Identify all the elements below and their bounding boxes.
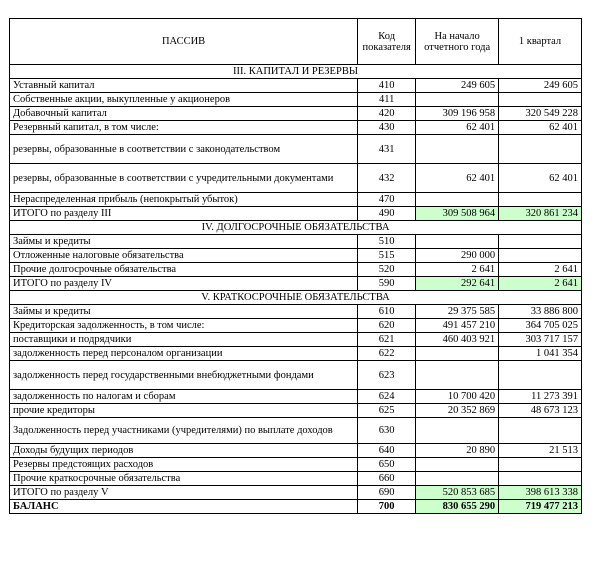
value-q1: 48 673 123	[499, 404, 582, 418]
value-start-of-year: 20 890	[416, 444, 499, 458]
value-q1	[499, 135, 582, 164]
value-start-of-year: 62 401	[416, 164, 499, 193]
row-code: 650	[358, 458, 416, 472]
value-q1	[499, 193, 582, 207]
row-label: Добавочный капитал	[10, 107, 358, 121]
value-start-of-year	[416, 361, 499, 390]
row-label: Отложенные налоговые обязательства	[10, 249, 358, 263]
value-start-of-year	[416, 458, 499, 472]
table-row	[10, 93, 582, 107]
table-row	[10, 404, 582, 418]
value-q1: 11 273 391	[499, 390, 582, 404]
value-q1: 398 613 338	[499, 486, 582, 500]
row-label: Собственные акции, выкупленные у акционеров	[10, 93, 358, 107]
value-start-of-year: 309 508 964	[416, 207, 499, 221]
value-q1: 62 401	[499, 164, 582, 193]
value-q1: 62 401	[499, 121, 582, 135]
row-code: 660	[358, 472, 416, 486]
value-start-of-year: 520 853 685	[416, 486, 499, 500]
value-q1	[499, 418, 582, 444]
row-code: 621	[358, 333, 416, 347]
balance-liabilities-table	[9, 18, 582, 514]
row-code: 625	[358, 404, 416, 418]
row-code: 420	[358, 107, 416, 121]
table-row	[10, 347, 582, 361]
row-code: 430	[358, 121, 416, 135]
row-label: Прочие долгосрочные обязательства	[10, 263, 358, 277]
row-code: 700	[358, 500, 416, 514]
table-body	[10, 65, 582, 514]
header-code: Код показателя	[358, 19, 416, 65]
table-row	[10, 79, 582, 93]
header-start-of-year: На начало отчетного года	[416, 19, 499, 65]
table-row	[10, 458, 582, 472]
row-label: Доходы будущих периодов	[10, 444, 358, 458]
value-start-of-year: 249 605	[416, 79, 499, 93]
value-start-of-year	[416, 418, 499, 444]
table-row	[10, 418, 582, 444]
value-start-of-year: 290 000	[416, 249, 499, 263]
row-label: Резервный капитал, в том числе:	[10, 121, 358, 135]
table-row	[10, 486, 582, 500]
value-q1: 2 641	[499, 263, 582, 277]
row-label: БАЛАНС	[10, 500, 358, 514]
row-label: Займы и кредиты	[10, 235, 358, 249]
row-label: задолженность перед государственными внебюджетными фондами	[10, 361, 358, 390]
value-q1	[499, 472, 582, 486]
header-liabilities: ПАССИВ	[10, 19, 358, 65]
section-title: IV. ДОЛГОСРОЧНЫЕ ОБЯЗАТЕЛЬСТВА	[10, 221, 582, 235]
value-q1	[499, 235, 582, 249]
value-q1: 719 477 213	[499, 500, 582, 514]
row-code: 690	[358, 486, 416, 500]
table-row	[10, 444, 582, 458]
table-row	[10, 390, 582, 404]
value-q1	[499, 93, 582, 107]
value-q1: 1 041 354	[499, 347, 582, 361]
value-start-of-year: 309 196 958	[416, 107, 499, 121]
value-q1: 2 641	[499, 277, 582, 291]
value-start-of-year: 491 457 210	[416, 319, 499, 333]
value-q1: 21 513	[499, 444, 582, 458]
table-row	[10, 305, 582, 319]
value-q1	[499, 249, 582, 263]
row-label: резервы, образованные в соответствии с законодательством	[10, 135, 358, 164]
row-label: резервы, образованные в соответствии с учредительными документами	[10, 164, 358, 193]
value-start-of-year: 292 641	[416, 277, 499, 291]
table-row	[10, 263, 582, 277]
value-q1	[499, 361, 582, 390]
row-code: 411	[358, 93, 416, 107]
section-header-row	[10, 291, 582, 305]
row-label: Нераспределенная прибыль (непокрытый убыток)	[10, 193, 358, 207]
table-row	[10, 361, 582, 390]
value-q1: 33 886 800	[499, 305, 582, 319]
row-label: Прочие краткосрочные обязательства	[10, 472, 358, 486]
row-label: Кредиторская задолженность, в том числе:	[10, 319, 358, 333]
row-code: 630	[358, 418, 416, 444]
section-header-row	[10, 221, 582, 235]
table-row	[10, 333, 582, 347]
table-row	[10, 121, 582, 135]
row-code: 610	[358, 305, 416, 319]
value-start-of-year: 10 700 420	[416, 390, 499, 404]
row-code: 620	[358, 319, 416, 333]
row-code: 515	[358, 249, 416, 263]
table-row	[10, 249, 582, 263]
section-header-row	[10, 65, 582, 79]
row-label: ИТОГО по разделу IV	[10, 277, 358, 291]
row-code: 622	[358, 347, 416, 361]
value-start-of-year	[416, 93, 499, 107]
value-start-of-year: 20 352 869	[416, 404, 499, 418]
value-start-of-year: 62 401	[416, 121, 499, 135]
row-label: задолженность по налогам и сборам	[10, 390, 358, 404]
row-label: Займы и кредиты	[10, 305, 358, 319]
value-q1: 249 605	[499, 79, 582, 93]
row-code: 431	[358, 135, 416, 164]
value-start-of-year: 2 641	[416, 263, 499, 277]
table-row	[10, 235, 582, 249]
row-label: задолженность перед персоналом организации	[10, 347, 358, 361]
row-code: 640	[358, 444, 416, 458]
table-row	[10, 472, 582, 486]
row-code: 490	[358, 207, 416, 221]
row-code: 623	[358, 361, 416, 390]
value-start-of-year	[416, 193, 499, 207]
table-row	[10, 107, 582, 121]
table-row	[10, 319, 582, 333]
value-start-of-year: 830 655 290	[416, 500, 499, 514]
row-label: Задолженность перед участниками (учредителями) по выплате доходов	[10, 418, 358, 444]
row-label: поставщики и подрядчики	[10, 333, 358, 347]
value-start-of-year	[416, 472, 499, 486]
row-code: 410	[358, 79, 416, 93]
table-row	[10, 135, 582, 164]
row-label: прочие кредиторы	[10, 404, 358, 418]
value-start-of-year: 29 375 585	[416, 305, 499, 319]
value-q1: 303 717 157	[499, 333, 582, 347]
row-code: 432	[358, 164, 416, 193]
row-code: 624	[358, 390, 416, 404]
table-row	[10, 500, 582, 514]
row-code: 510	[358, 235, 416, 249]
section-title: V. КРАТКОСРОЧНЫЕ ОБЯЗАТЕЛЬСТВА	[10, 291, 582, 305]
value-q1: 320 549 228	[499, 107, 582, 121]
value-start-of-year: 460 403 921	[416, 333, 499, 347]
row-label: Уставный капитал	[10, 79, 358, 93]
row-label: Резервы предстоящих расходов	[10, 458, 358, 472]
value-start-of-year	[416, 135, 499, 164]
table-row	[10, 193, 582, 207]
row-code: 590	[358, 277, 416, 291]
value-q1	[499, 458, 582, 472]
section-title: III. КАПИТАЛ И РЕЗЕРВЫ	[10, 65, 582, 79]
row-label: ИТОГО по разделу V	[10, 486, 358, 500]
table-row	[10, 277, 582, 291]
row-code: 470	[358, 193, 416, 207]
row-label: ИТОГО по разделу III	[10, 207, 358, 221]
table-row	[10, 207, 582, 221]
value-q1: 320 861 234	[499, 207, 582, 221]
row-code: 520	[358, 263, 416, 277]
table-row	[10, 164, 582, 193]
header-q1: 1 квартал	[499, 19, 582, 65]
value-start-of-year	[416, 347, 499, 361]
value-start-of-year	[416, 235, 499, 249]
value-q1: 364 705 025	[499, 319, 582, 333]
